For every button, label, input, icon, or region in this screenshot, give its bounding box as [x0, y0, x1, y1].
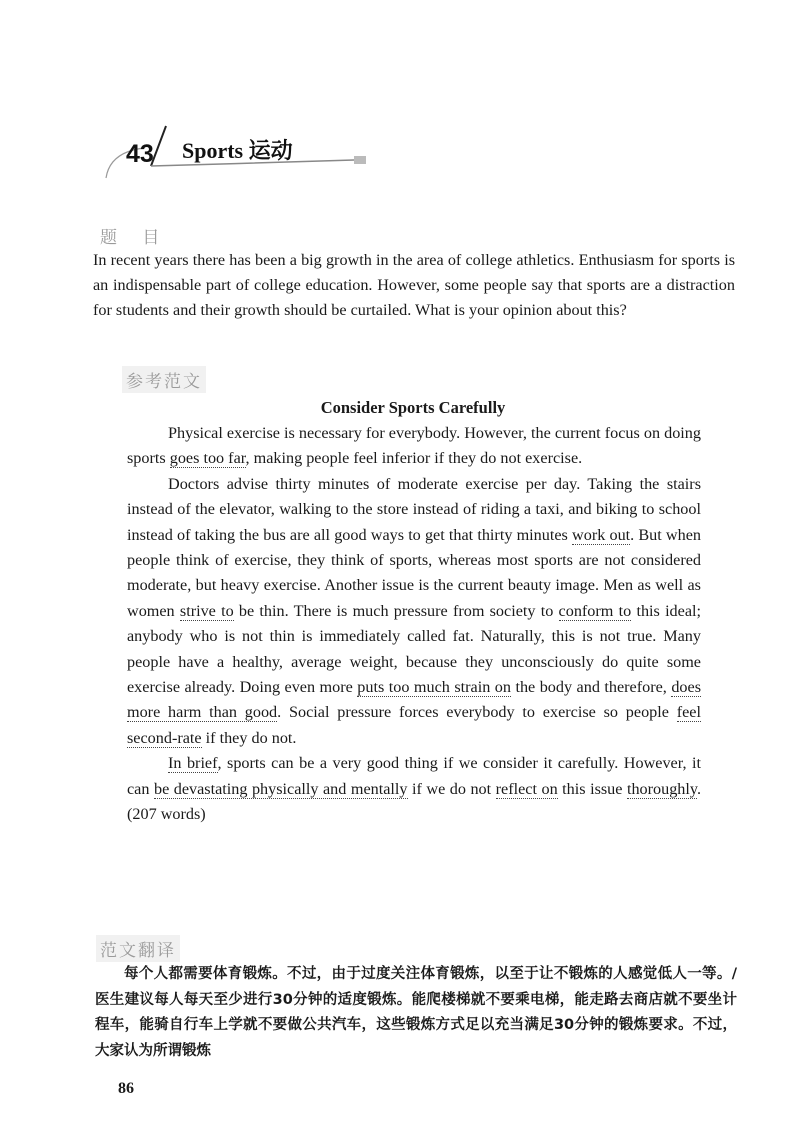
essay-text: if we do not [407, 779, 496, 798]
essay-title: Consider Sports Carefully [320, 398, 506, 417]
essay-text: Doctors advise thirty minutes of moderate exercise per day. Taking the stairs instead of the elevator, walking to the store instead of riding a taxi, and biking to school instead of taking the bus are all good ways to get that thirty minutes [127, 474, 701, 544]
underlined-phrase: feel second-rate [127, 703, 701, 747]
chapter-title: Sports 运动 [182, 138, 293, 163]
topic-label: 题 目 [100, 228, 170, 248]
chapter-header [96, 118, 376, 188]
essay-text: Physical exercise is necessary for everybody. However, the current focus on doing sports [127, 424, 701, 468]
underlined-phrase: does more harm than good [127, 678, 701, 722]
essay-paragraph-3 [127, 751, 701, 827]
underlined-phrase: In brief [168, 754, 218, 773]
underlined-phrase: work out [572, 525, 631, 544]
essay-paragraph-1 [127, 421, 701, 472]
page-number: 86 [118, 1080, 134, 1097]
chapter-number: 43 [126, 140, 154, 168]
model-essay-label: 参考范文 [122, 366, 206, 393]
translation-text: 每个人都需要体育锻炼。不过，由于过度关注体育锻炼，以至于让不锻炼的人感觉低人一等。/医生建议每人每天至少进行30分钟的适度锻炼。能爬楼梯就不要乘电梯，能走路去商店就不要坐计程车，能骑自行车上学就不要做公共汽车，这些锻炼方式足以充当满足30分钟的锻炼要求。不过，大家认为所谓锻炼 [95, 966, 737, 1059]
underlined-phrase: strive to [179, 601, 234, 620]
underlined-phrase: goes too far [169, 449, 246, 468]
underlined-phrase: reflect on [495, 779, 558, 798]
essay-paragraph-2 [127, 472, 701, 751]
essay-text: be thin. There is much pressure from society to [233, 601, 559, 620]
translation-label: 范文翻译 [96, 935, 180, 962]
essay-text: , sports can be a very good thing if we consider it carefully. However, it can [127, 754, 701, 798]
underlined-phrase: conform to [558, 601, 632, 620]
essay-text: . Social pressure forces everybody to exercise so people [277, 703, 677, 722]
underlined-phrase: thoroughly [626, 779, 697, 798]
essay-text: this issue [557, 779, 627, 798]
essay-text: this ideal; anybody who is not thin is immediately called fat. Naturally, this is not true. Many people have a healthy, average weight, because they unconsciously do quite some exercise already. Doing even more [127, 601, 702, 697]
essay-text: . (207 words) [127, 779, 701, 824]
essay-body [127, 421, 701, 828]
essay-text: the body and therefore, [510, 678, 672, 697]
essay-text: , making people feel inferior if they do not exercise. [245, 449, 583, 468]
topic-text: In recent years there has been a big growth in the area of college athletics. Enthusiasm for sports is an indispensable part of college education. However, some people say that sports are a distraction for students and their growth should be curtailed. What is your opinion about this? [93, 251, 735, 319]
essay-text: . But when people think of exercise, they think of sports, whereas most sports are not considered moderate, but heavy exercise. Another issue is the current beauty image. Men as well as women [127, 525, 701, 620]
essay-text: if they do not. [201, 728, 297, 747]
underlined-phrase: be devastating physically and mentally [153, 779, 408, 798]
underlined-phrase: puts too much strain on [357, 678, 511, 697]
